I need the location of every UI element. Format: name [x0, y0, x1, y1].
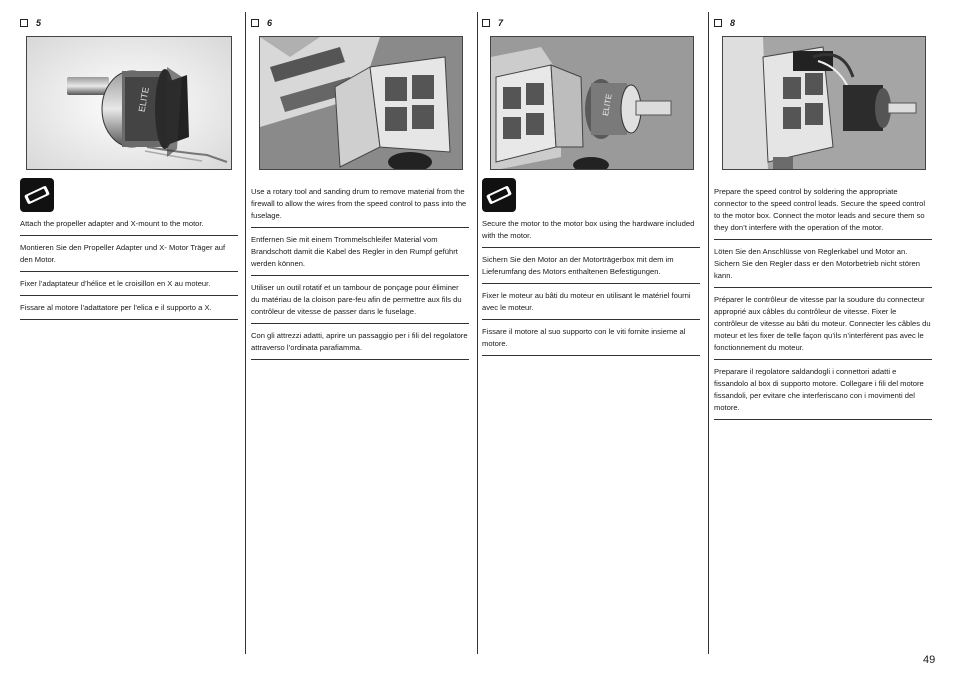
step-6-column — [251, 12, 469, 360]
step-number: 7 — [498, 18, 504, 28]
step-checkbox[interactable] — [714, 19, 722, 27]
column-divider — [708, 12, 709, 654]
step-checkbox[interactable] — [482, 19, 490, 27]
instruction-it: Con gli attrezzi adatti, aprire un passaggio per i fili del regolatore attraverso l’ordinata parafiamma. — [251, 324, 469, 360]
step-8-column — [714, 12, 932, 420]
svg-text:ELITE: ELITE — [600, 93, 614, 117]
step-photo — [259, 36, 463, 170]
page-number: 49 — [923, 654, 936, 666]
instruction-fr: Fixer le moteur au bâti du moteur en utilisant le matériel fourni avec le moteur. — [482, 284, 700, 320]
fuselage-photo-illustration — [260, 37, 463, 170]
tool-icon — [20, 178, 54, 212]
svg-text:ELITE: ELITE — [136, 86, 151, 113]
speed-control-photo-illustration — [723, 37, 926, 170]
step-photo — [26, 36, 232, 170]
step-header — [714, 12, 932, 34]
instruction-fr: Utiliser un outil rotatif et un tambour de ponçage pour éliminer du matériau de la cloison pare-feu afin de permettre aux fils du contrôleur de vitesse de passer dans le fuselage. — [251, 276, 469, 324]
instruction-it: Fissare al motore l’adattatore per l’elica e il supporto a X. — [20, 296, 238, 320]
step-number: 8 — [730, 18, 736, 28]
step-header — [482, 12, 700, 34]
instruction-de: Sichern Sie den Motor an der Motorträgerbox mit dem im Lieferumfang des Motors enthaltenen Befestigungen. — [482, 248, 700, 284]
instruction-en: Secure the motor to the motor box using the hardware included with the motor. — [482, 218, 700, 248]
step-5-column — [20, 12, 238, 320]
step-number: 5 — [36, 18, 42, 28]
tool-icon — [482, 178, 516, 212]
instruction-fr: Préparer le contrôleur de vitesse par la soudure du connecteur approprié aux câbles du contrôleur de vitesse. Fixer le contrôleur de vitesse au bâti du moteur. Connecter les câbles du moteur et les fixer de telle façon qu’ils n’interfèrent pas avec le fonctionnement du moteur. — [714, 288, 932, 360]
instruction-fr: Fixer l’adaptateur d’hélice et le croisillon en X au moteur. — [20, 272, 238, 296]
step-header — [20, 12, 238, 34]
instruction-en: Prepare the speed control by soldering the appropriate connector to the speed control leads. Secure the speed control to the motor box. Connect the motor leads and secure them so they don’t interfere with the operation of the motor. — [714, 186, 932, 240]
step-checkbox[interactable] — [20, 19, 28, 27]
step-header — [251, 12, 469, 34]
column-divider — [245, 12, 246, 654]
instruction-en: Use a rotary tool and sanding drum to remove material from the firewall to allow the wires from the speed control to pass into the fuselage. — [251, 186, 469, 228]
step-7-column — [482, 12, 700, 356]
instruction-de: Montieren Sie den Propeller Adapter und X- Motor Träger auf den Motor. — [20, 236, 238, 272]
instruction-de: Löten Sie den Anschlüsse von Reglerkabel und Motor an. Sichern Sie den Regler dass er den Motorbetrieb nicht stören kann. — [714, 240, 932, 288]
column-divider — [477, 12, 478, 654]
instruction-it: Preparare il regolatore saldandogli i connettori adatti e fissandolo al box di supporto motore. Collegare i fili del motore fissandoli, per evitare che interferiscano con i movimenti del motore. — [714, 360, 932, 420]
instruction-it: Fissare il motore al suo supporto con le viti fornite insieme al motore. — [482, 320, 700, 356]
step-photo — [490, 36, 694, 170]
step-checkbox[interactable] — [251, 19, 259, 27]
motor-photo-illustration — [27, 37, 232, 170]
step-number: 6 — [267, 18, 273, 28]
motor-box-photo-illustration — [491, 37, 694, 170]
step-photo — [722, 36, 926, 170]
instruction-de: Entfernen Sie mit einem Trommelschleifer Material vom Brandschott damit die Kabel des Regler in den Rumpf geführt werden können. — [251, 228, 469, 276]
instruction-en: Attach the propeller adapter and X-mount to the motor. — [20, 218, 238, 236]
